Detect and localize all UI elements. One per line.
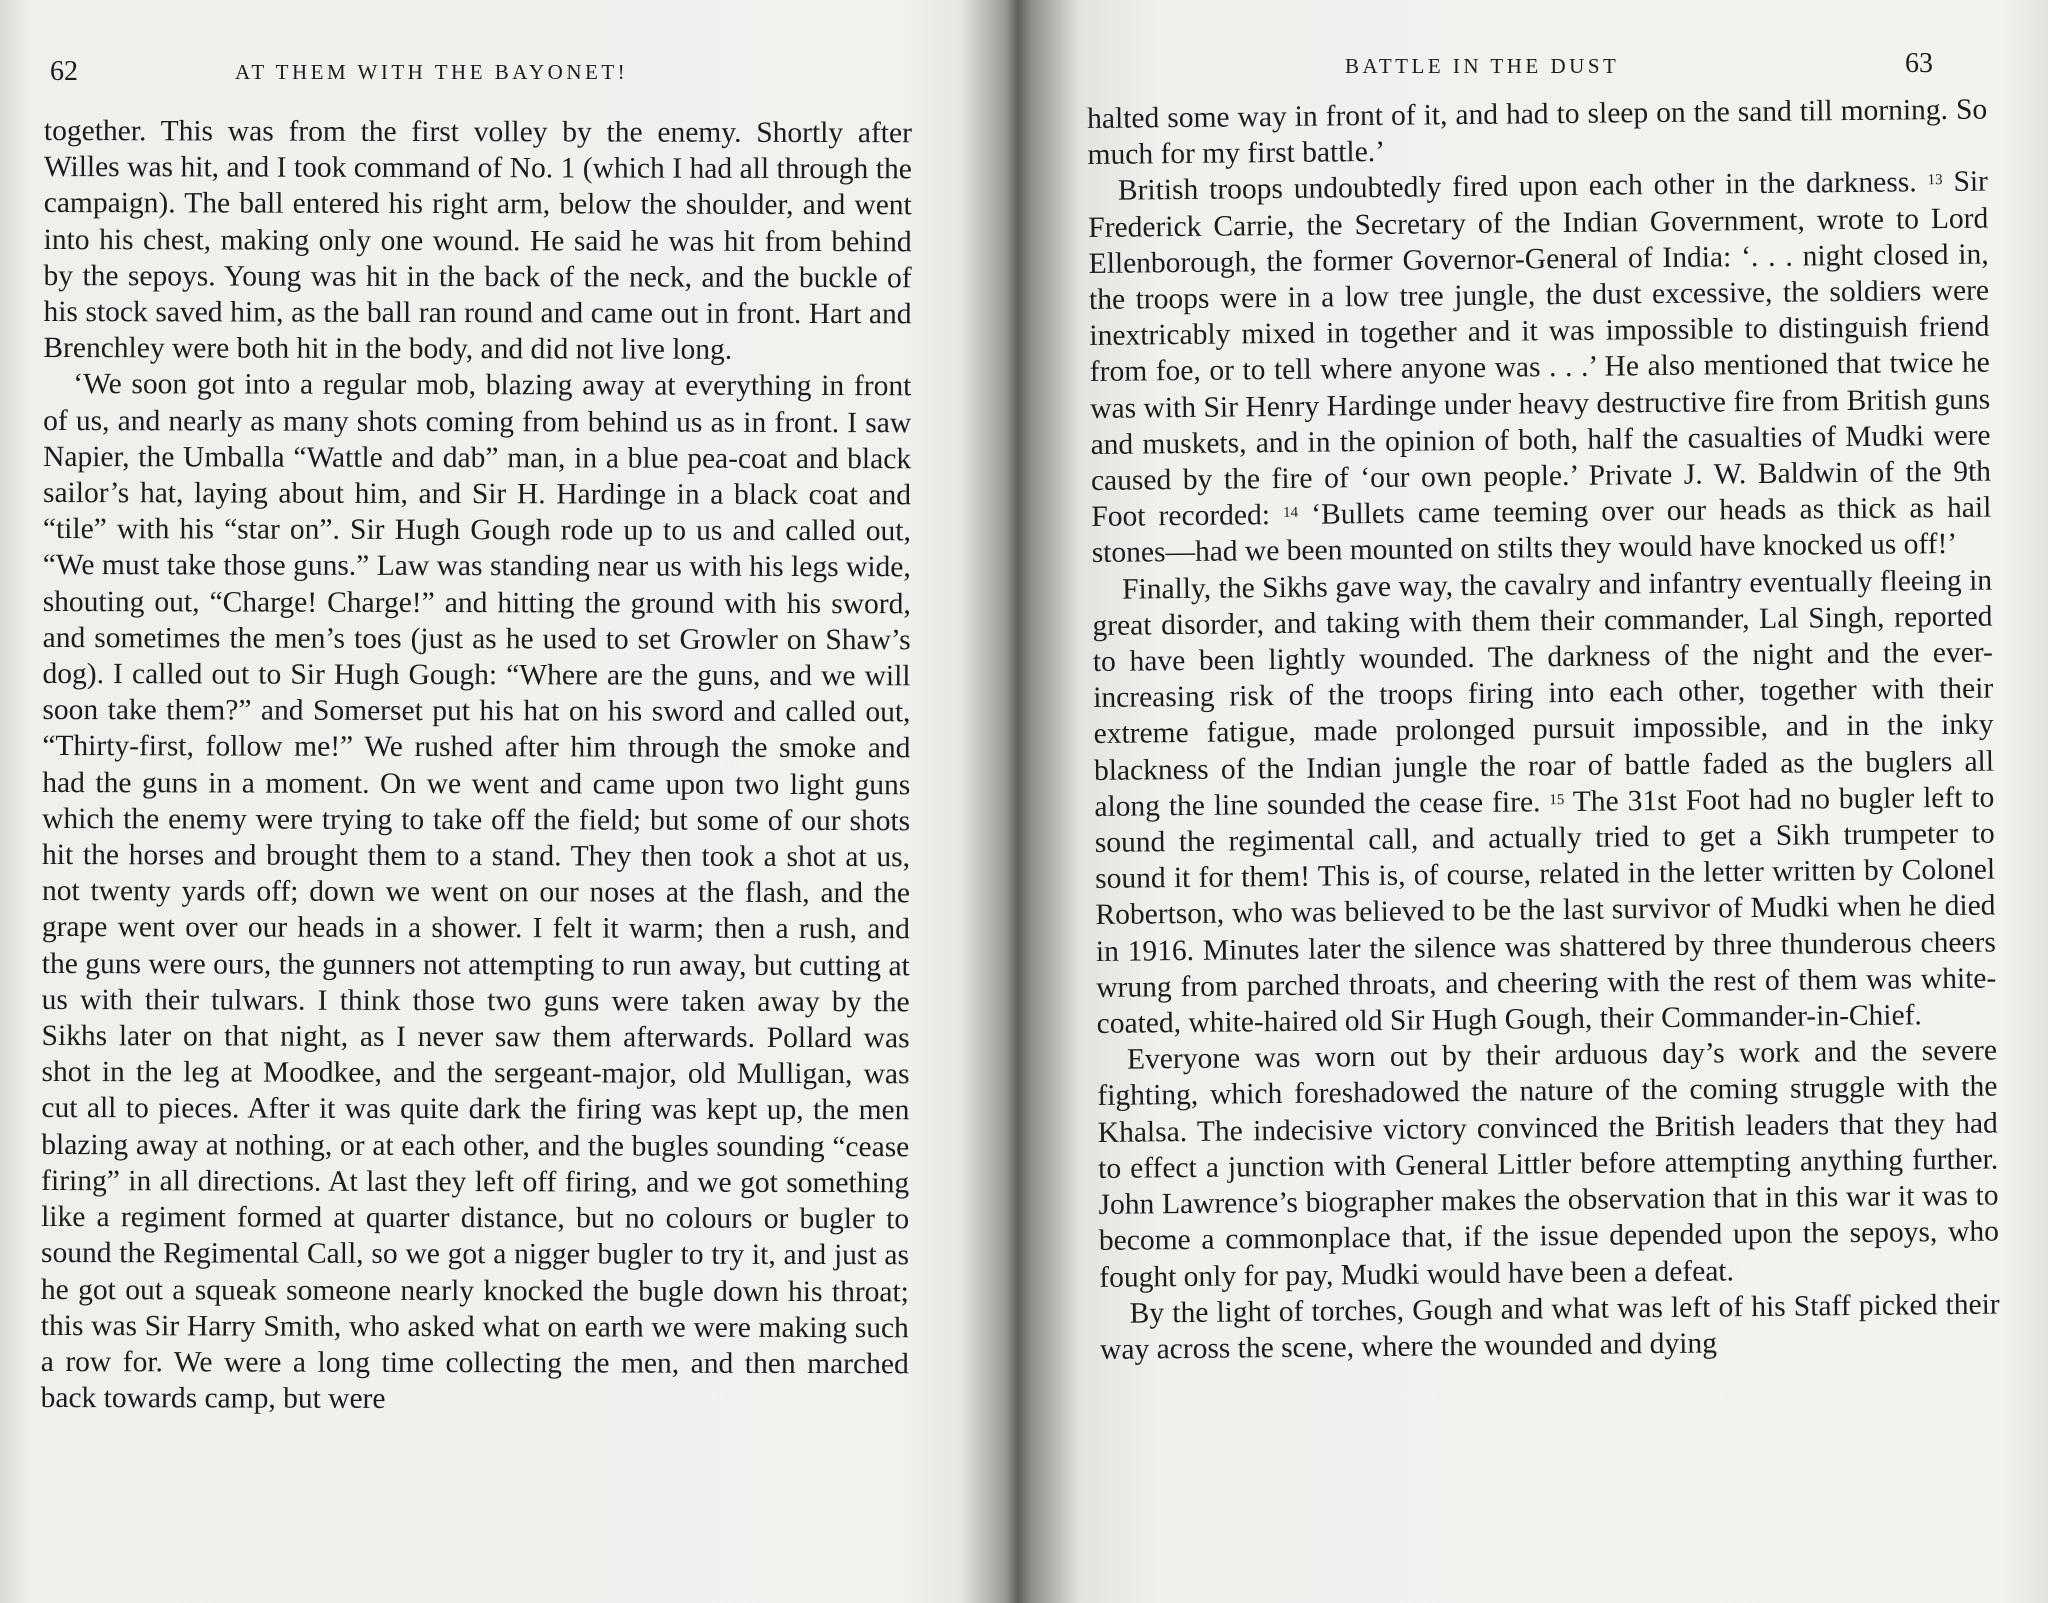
text-segment: Finally, the Sikhs gave way, the cavalry and infantry eventually fleeing in great disorder, and taking with them their commander, Lal Singh, reported to have been lightly wounded. The darkness of the night and the ever-increasing risk of the troops firing into each other, together with their extreme fatigue, made prolonged pursuit impossible, and in the inky blackness of the Indian jungle the roar of battle faded as the buglers all along the line sounded the cease fire. — [1092, 564, 1995, 823]
footnote-marker-14: 14 — [1282, 505, 1299, 522]
footnote-marker-13: 13 — [1927, 172, 1943, 189]
text-segment: halted some way in front of it, and had to sleep on the sand till morning. So much for my first battle.’ — [1087, 93, 1988, 172]
right-body-text — [1087, 92, 2000, 1368]
right-paragraph-1 — [1087, 92, 1988, 174]
right-paragraph-5 — [1100, 1286, 2001, 1368]
right-running-head: BATTLE IN THE DUST — [1345, 54, 1620, 78]
right-page-number: 63 — [1905, 48, 1933, 79]
text-segment: Everyone was worn out by their arduous day’s work and the severe fighting, which foreshadowed the nature of the coming struggle with the Khalsa. The indecisive victory convinced the British leaders that they had to effect a junction with General Littler before attempting anything further. John Lawrence’s biographer makes the observation that in this war it was to become a commonplace that, if the issue depended upon the sepoys, who fought only for pay, Mudki would have been a defeat. — [1097, 1034, 2000, 1294]
left-page — [0, 0, 1000, 1603]
right-paragraph-4 — [1097, 1033, 2000, 1296]
left-running-head: AT THEM WITH THE BAYONET! — [235, 60, 629, 84]
text-segment: The 31st Foot had no bugler left to sound the regimental call, and actually tried to get a Sikh trumpeter to sound it for them! This is, of course, related in the letter written by Colonel Robertson, who was believed to be the last survivor of Mudki when he died in 1916. Minutes later the silence was shattered by three thunderous cheers wrung from parched throats, and cheering with the rest of them was white-coated, white-haired old Sir Hugh Gough, their Commander-in-Chief. — [1094, 781, 1997, 1041]
left-paragraph-1: together. This was from the first volley by the enemy. Shortly after Willes was hit, and I took command of No. 1 (which I had all through the campaign). The ball entered his right arm, below the shoulder, and went into his chest, making only one wound. He said he was hit from behind by the sepoys. Young was hit in the back of the neck, and the buckle of his stock saved him, as the ball ran round and came out in front. Hart and Brenchley were both hit in the body, and did not live long. — [43, 114, 912, 367]
left-body-text — [41, 113, 912, 1419]
text-segment: ‘Bullets came teeming over our heads as thick as hail stones—had we been mounted on stilts they would have knocked us off!’ — [1091, 491, 1992, 570]
text-segment: British troops undoubtedly fired upon each other in the darkness. — [1117, 166, 1928, 208]
text-segment: By the light of torches, Gough and what was left of his Staff picked their way across the scene, where the wounded and dying — [1099, 1288, 2000, 1366]
right-paragraph-2 — [1088, 164, 1992, 572]
footnote-marker-15: 15 — [1549, 791, 1565, 809]
right-paragraph-3 — [1092, 562, 1997, 1042]
left-page-number: 62 — [50, 56, 78, 87]
right-page — [1040, 0, 2048, 1603]
text-segment: Sir Frederick Carrie, the Secretary of the Indian Government, wrote to Lord Ellenborough, the former Governor-General of India: ‘. . . night closed in, the troops were in a low tree jungle, the dust excessive, the soldiers were inextricably mixed in together and it was impossible to distinguish friend from foe, or to tell where anyone was . . .’ He also mentioned that twice he was with Sir Henry Hardinge under heavy destructive fire from British guns and muskets, and in the opinion of both, half the casualties of Mudki were caused by the fire of ‘our own people.’ Private J. W. Baldwin of the 9th Foot recorded: — [1088, 165, 1992, 534]
left-paragraph-2: ‘We soon got into a regular mob, blazing away at everything in front of us, and nearly as many shots coming from behind us as in front. I saw Napier, the Umballa “Wattle and dab” man, in a blue pea-coat and black sailor’s hat, laying about him, and Sir H. Hardinge in a black coat and “tile” with his “star on”. Sir Hugh Gough rode up to us and called out, “We must take those guns.” Law was standing near us with his legs wide, shouting out, “Charge! Charge!” and hitting the ground with his sword, and sometimes the men’s toes (just as he used to set Growler on Shaw’s dog). I called out to Sir Hugh Gough: “Where are the guns, and we will soon take them?” and Somerset put his hat on his sword and called out, “Thirty-first, follow me!” We rushed after him through the smoke and had the guns in a moment. On we went and came upon two light guns which the enemy were trying to take off the field; but some of our shots hit the horses and brought them to a stand. They then took a shot at us, not twenty yards off; down we went on our noses at the flash, and the grape went over our heads in a shower. I felt it warm; then a rush, and the guns were ours, the gunners not attempting to run away, but cutting at us with their tulwars. I think those two guns were taken away by the Sikhs later on that night, as I never saw them afterwards. Pollard was shot in the leg at Moodkee, and the sergeant-major, old Mulligan, was cut all to pieces. After it was quite dark the firing was kept up, the men blazing away at nothing, or at each other, and the bugles sounding “cease firing” in all directions. At last they left off firing, and we got something like a regiment formed at quarter distance, but no colours or bugler to sound the Regimental Call, so we got a nigger bugler to try it, and just as he got out a squeak someone nearly knocked the bugle down his throat; this was Sir Harry Smith, who asked what on earth we were making such a row for. We were a long time collecting the men, and then marched back towards camp, but were — [40, 368, 912, 1416]
